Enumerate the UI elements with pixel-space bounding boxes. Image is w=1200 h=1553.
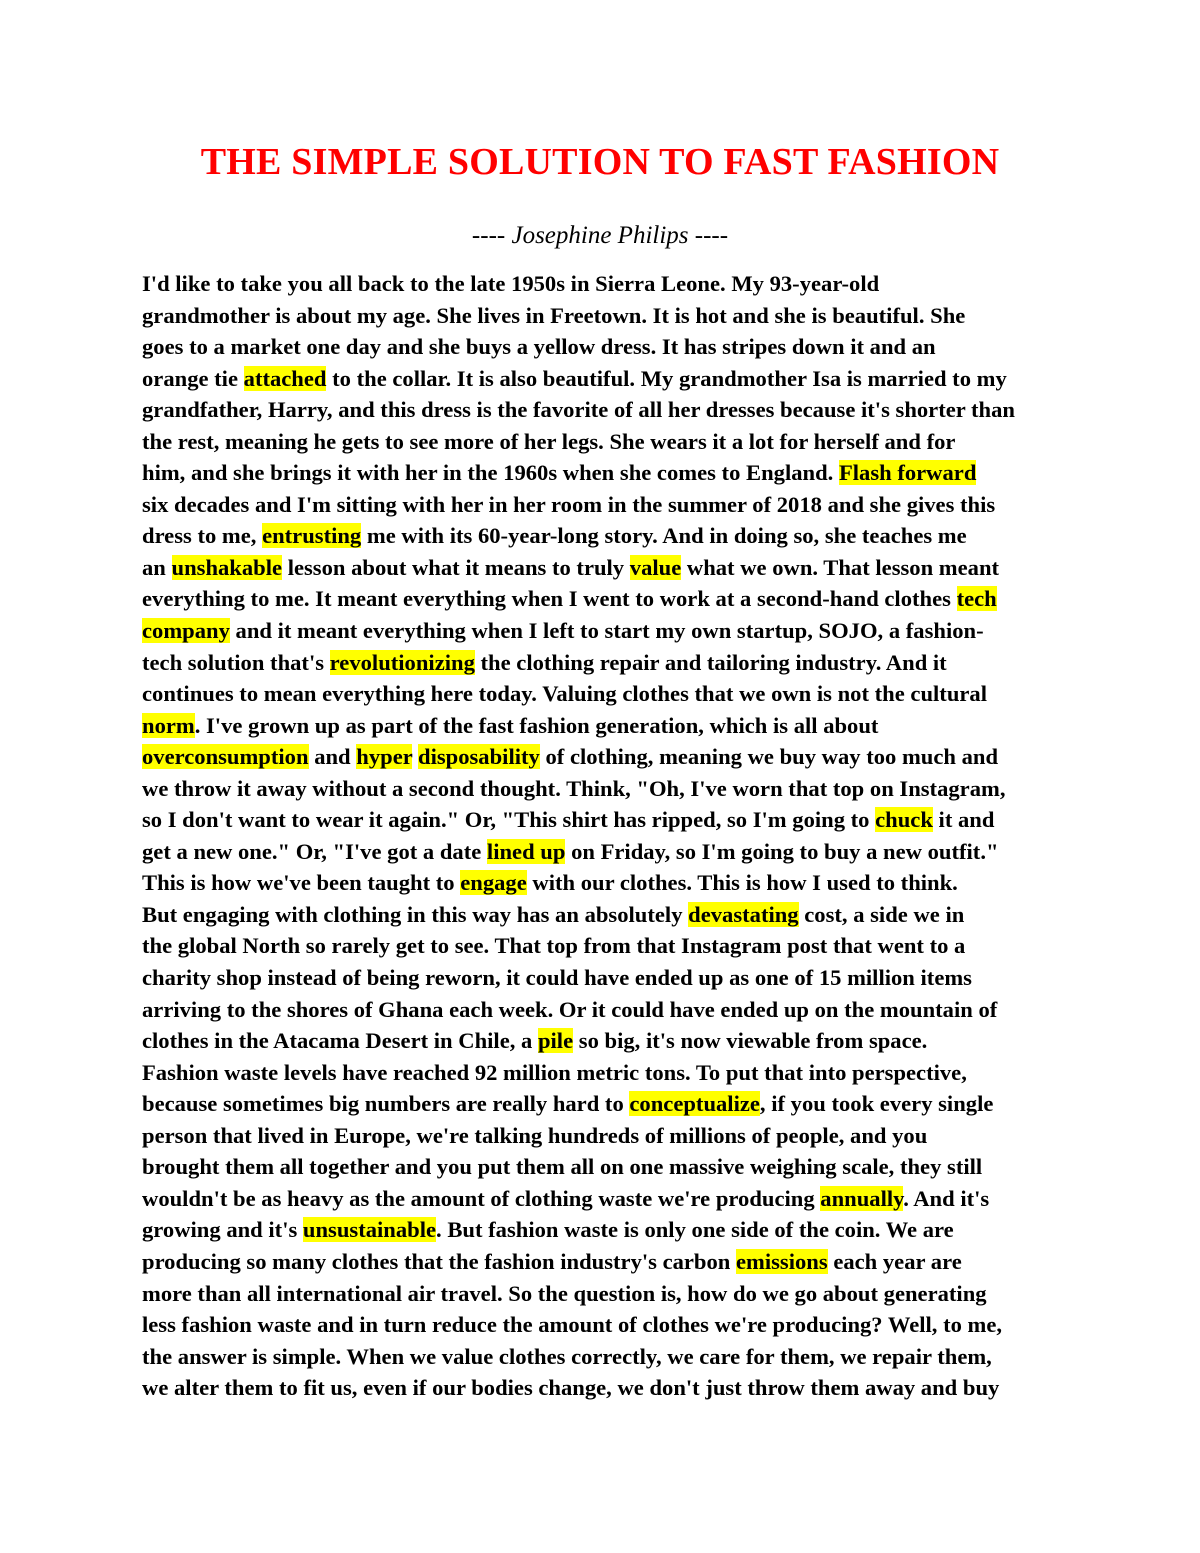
highlighted-term: Flash forward xyxy=(838,460,977,486)
text-line xyxy=(142,583,1062,615)
text-segment: goes to a market one day and she buys a yellow dress. It has stripes down it and an xyxy=(142,334,936,360)
text-segment: it and xyxy=(932,807,995,833)
text-segment: to the collar. It is also beautiful. My grandmother Isa is married to my xyxy=(326,365,1007,391)
text-segment: I'd like to take you all back to the late 1950s in Sierra Leone. My 93-year-old xyxy=(142,271,880,296)
text-segment: and it meant everything when I left to start my own startup, SOJO, a fashion- xyxy=(229,618,984,644)
text-segment: This is how we've been taught to xyxy=(142,870,461,896)
text-segment: everything to me. It meant everything when I went to work at a second-hand clothes xyxy=(142,586,957,612)
highlighted-term: overconsumption xyxy=(142,744,309,770)
highlighted-term: attached xyxy=(243,365,327,391)
text-line xyxy=(142,1183,1062,1215)
text-line xyxy=(142,1088,1062,1120)
text-segment: with our clothes. This is how I used to think. xyxy=(526,870,958,896)
text-segment: less fashion waste and in turn reduce the amount of clothes we're producing? Well, to me, xyxy=(142,1312,1003,1338)
text-segment: we throw it away without a second thought. Think, "Oh, I've worn that top on Instagram, xyxy=(142,775,1006,801)
highlighted-term: tech xyxy=(956,586,997,612)
text-line xyxy=(142,489,1062,521)
text-segment: wouldn't be as heavy as the amount of clothing waste we're producing xyxy=(142,1185,821,1211)
text-line xyxy=(142,1246,1062,1278)
text-line xyxy=(142,1341,1062,1373)
text-segment: , if you took every single xyxy=(759,1091,994,1117)
text-line xyxy=(142,836,1062,868)
highlighted-term: hyper xyxy=(356,744,413,770)
text-line xyxy=(142,710,1062,742)
text-line xyxy=(142,394,1062,426)
text-segment: . But fashion waste is only one side of the coin. We are xyxy=(436,1217,954,1243)
highlighted-term: value xyxy=(629,554,682,580)
text-segment: grandfather, Harry, and this dress is the favorite of all her dresses because it's shorter than xyxy=(142,397,1015,423)
text-segment: the global North so rarely get to see. That top from that Instagram post that went to a xyxy=(142,933,966,959)
text-line xyxy=(142,1372,1062,1404)
highlighted-term: unshakable xyxy=(171,554,283,580)
highlighted-term: unsustainable xyxy=(302,1217,437,1243)
text-line xyxy=(142,552,1062,584)
text-line xyxy=(142,867,1062,899)
text-line xyxy=(142,300,1062,332)
text-segment: more than all international air travel. So the question is, how do we go about generating xyxy=(142,1280,987,1306)
text-segment: because sometimes big numbers are really hard to xyxy=(142,1091,630,1117)
text-line xyxy=(142,930,1062,962)
text-segment: so big, it's now viewable from space. xyxy=(573,1028,928,1054)
text-segment: and xyxy=(308,744,357,770)
text-segment: Fashion waste levels have reached 92 million metric tons. To put that into perspective, xyxy=(142,1059,967,1085)
highlighted-term: disposability xyxy=(418,744,540,770)
text-segment: an xyxy=(142,554,172,580)
highlighted-term: lined up xyxy=(486,838,566,864)
text-segment: each year are xyxy=(827,1248,962,1274)
text-line xyxy=(142,457,1062,489)
document-title: THE SIMPLE SOLUTION TO FAST FASHION xyxy=(200,141,1000,183)
text-line xyxy=(142,1057,1062,1089)
text-segment: cost, a side we in xyxy=(798,901,965,927)
text-line xyxy=(142,268,1062,300)
text-segment: the answer is simple. When we value clothes correctly, we care for them, we repair them, xyxy=(142,1343,992,1369)
text-segment: continues to mean everything here today. Valuing clothes that we own is not the cultural xyxy=(142,681,987,707)
text-line xyxy=(142,363,1062,395)
text-line xyxy=(142,962,1062,994)
text-segment: the clothing repair and tailoring industry. And it xyxy=(474,649,947,675)
highlighted-term: norm xyxy=(142,712,195,738)
highlighted-term: annually xyxy=(820,1185,904,1211)
text-segment: the rest, meaning he gets to see more of her legs. She wears it a lot for herself and for xyxy=(142,428,956,454)
highlighted-term: entrusting xyxy=(262,523,362,549)
text-line xyxy=(142,615,1062,647)
text-line xyxy=(142,741,1062,773)
highlighted-term: revolutionizing xyxy=(329,649,475,675)
text-line xyxy=(142,1214,1062,1246)
text-segment: so I don't want to wear it again." Or, "This shirt has ripped, so I'm going to xyxy=(142,807,876,833)
text-segment: charity shop instead of being reworn, it could have ended up as one of 15 million items xyxy=(142,965,972,991)
text-segment: person that lived in Europe, we're talking hundreds of millions of people, and you xyxy=(142,1122,928,1148)
text-segment: clothes in the Atacama Desert in Chile, a xyxy=(142,1028,538,1054)
text-segment: tech solution that's xyxy=(142,649,330,675)
text-segment: of clothing, meaning we buy way too much and xyxy=(539,744,999,770)
text-line xyxy=(142,331,1062,363)
text-line xyxy=(142,520,1062,552)
highlighted-term: engage xyxy=(460,870,527,896)
text-line xyxy=(142,1309,1062,1341)
text-segment: him, and she brings it with her in the 1960s when she comes to England. xyxy=(142,460,839,486)
text-segment: grandmother is about my age. She lives in Freetown. It is hot and she is beautiful. She xyxy=(142,302,966,328)
text-segment: producing so many clothes that the fashion industry's carbon xyxy=(142,1248,737,1274)
text-line xyxy=(142,1151,1062,1183)
highlighted-term: emissions xyxy=(736,1248,828,1274)
text-segment: . And it's xyxy=(903,1185,990,1211)
highlighted-term: pile xyxy=(537,1028,574,1054)
highlighted-term: chuck xyxy=(875,807,933,833)
text-line xyxy=(142,426,1062,458)
text-line xyxy=(142,1120,1062,1152)
text-line xyxy=(142,678,1062,710)
text-segment: we alter them to fit us, even if our bodies change, we don't just throw them away and buy xyxy=(142,1375,1000,1401)
highlighted-term: conceptualize xyxy=(629,1091,760,1117)
text-line xyxy=(142,899,1062,931)
highlighted-term: devastating xyxy=(688,901,799,927)
text-segment: lesson about what it means to truly xyxy=(282,554,630,580)
text-segment: . I've grown up as part of the fast fashion generation, which is all about xyxy=(194,712,879,738)
highlighted-term: company xyxy=(142,618,230,644)
text-segment: arriving to the shores of Ghana each week. Or it could have ended up on the mountain of xyxy=(142,996,998,1022)
text-segment: on Friday, so I'm going to buy a new outfit." xyxy=(565,838,999,864)
text-segment: growing and it's xyxy=(142,1217,303,1243)
author-byline: ---- Josephine Philips ---- xyxy=(471,222,729,249)
text-segment: brought them all together and you put them all on one massive weighing scale, they still xyxy=(142,1154,983,1180)
text-line xyxy=(142,773,1062,805)
text-segment: get a new one." Or, "I've got a date xyxy=(142,838,487,864)
text-segment: orange tie xyxy=(142,365,244,391)
text-line xyxy=(142,994,1062,1026)
text-segment: dress to me, xyxy=(142,523,263,549)
text-line xyxy=(142,1278,1062,1310)
text-line xyxy=(142,804,1062,836)
text-line xyxy=(142,647,1062,679)
text-segment: But engaging with clothing in this way has an absolutely xyxy=(142,901,689,927)
text-line xyxy=(142,1025,1062,1057)
text-segment: what we own. That lesson meant xyxy=(681,554,1000,580)
body-text xyxy=(142,268,1062,1404)
text-segment: six decades and I'm sitting with her in her room in the summer of 2018 and she gives this xyxy=(142,491,996,517)
text-segment: me with its 60-year-long story. And in doing so, she teaches me xyxy=(361,523,967,549)
